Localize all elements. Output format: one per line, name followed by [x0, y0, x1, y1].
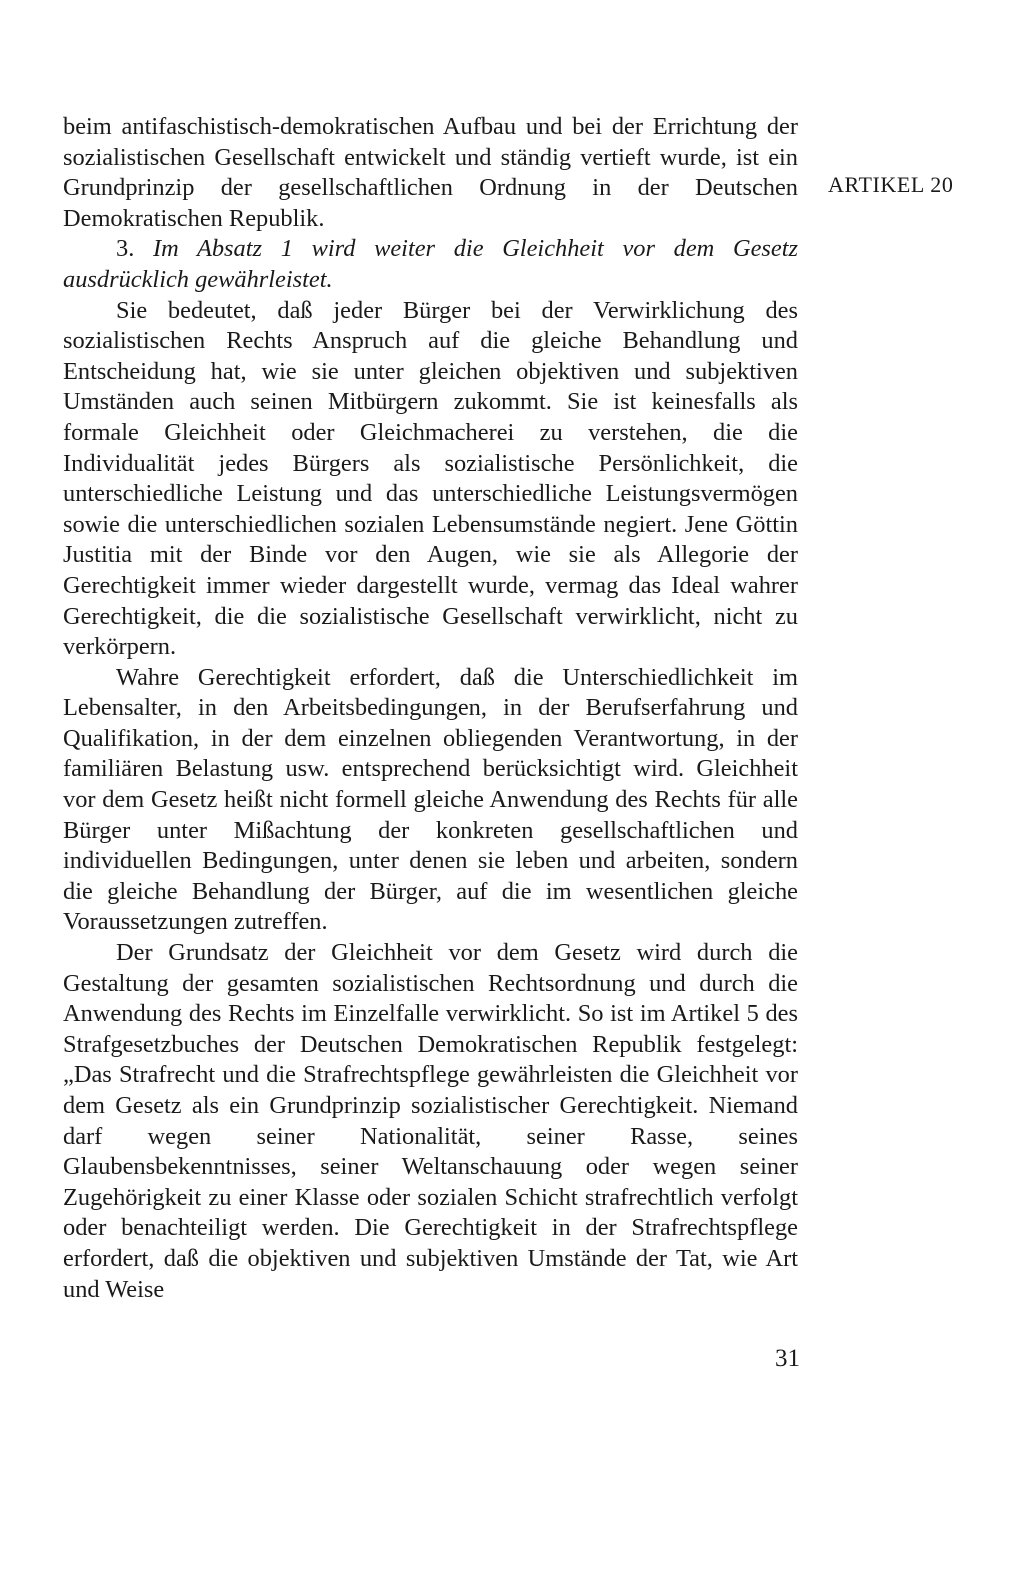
section-heading-text: Im Absatz 1 wird weiter die Gleichheit vor dem Gesetz ausdrücklich gewährleistet.	[63, 235, 798, 293]
page-number: 31	[775, 1345, 800, 1372]
paragraph-principle-realization: Der Grundsatz der Gleichheit vor dem Gesetz wird durch die Gestaltung der gesamten sozialistischen Rechtsordnung und durch die Anwendung des Rechts im Einzelfalle verwirklicht. So ist im Artikel 5 des Strafgesetzbuches der Deutschen Demokratischen Republik festgelegt: „Das Strafrecht und die Strafrechtspflege gewährleisten die Gleichheit vor dem Gesetz als ein Grundprinzip sozialistischer Gerechtigkeit. Niemand darf wegen seiner Nationalität, seiner Rasse, seines Glaubensbekenntnisses, seiner Weltanschauung oder wegen seiner Zugehörigkeit zu einer Klasse oder sozialen Schicht strafrechtlich verfolgt oder benachteiligt werden. Die Gerechtigkeit in der Strafrechtspflege erfordert, daß die objektiven und subjektiven Umstände der Tat, wie Art und Weise	[63, 939, 798, 1303]
section-number: 3.	[116, 235, 153, 263]
paragraph-true-justice: Wahre Gerechtigkeit erfordert, daß die Unterschiedlichkeit im Lebensalter, in den Arbeitsbedingungen, in der Berufserfahrung und Qualifikation, in der dem einzelnen obliegenden Verantwortung, in der familiären Belastung usw. entsprechend berücksichtigt wird. Gleichheit vor dem Gesetz heißt nicht formell gleiche Anwendung des Rechts für alle Bürger unter Mißachtung der konkreten gesellschaftlichen und individuellen Bedingungen, unter denen sie leben und arbeiten, sondern die gleiche Behandlung der Bürger, auf die im wesentlichen gleiche Voraussetzungen zutreffen.	[63, 663, 798, 936]
paragraph-equality-meaning: Sie bedeutet, daß jeder Bürger bei der Verwirklichung des sozialistischen Rechts Anspruch auf die gleiche Behandlung und Entscheidung hat, wie sie unter gleichen objektiven und subjektiven Umständen auch seinen Mitbürgern zukommt. Sie ist keinesfalls als formale Gleichheit oder Gleichmacherei zu verstehen, die die Individualität jedes Bürgers als sozialistische Persönlichkeit, die unterschiedliche Leistung und das unterschiedliche Leistungsvermögen sowie die unterschiedlichen sozialen Lebensumstände negiert. Jene Göttin Justitia mit der Binde vor den Augen, wie sie als Allegorie der Gerechtigkeit immer wieder dargestellt wurde, vermag das Ideal wahrer Gerechtigkeit, die die sozialistische Gesellschaft verwirklicht, nicht zu verkörpern.	[63, 296, 798, 661]
margin-article-label: ARTIKEL 20	[828, 172, 954, 197]
paragraph-continuation: beim antifaschistisch-demokratischen Aufbau und bei der Errichtung der sozialistischen Gesellschaft entwickelt und ständig vertieft wurde, ist ein Grundprinzip der gesellschaftlichen Ordnung in der Deutschen Demokratischen Republik.	[63, 113, 798, 232]
section-heading-3	[63, 234, 798, 295]
body-text	[63, 112, 798, 1305]
